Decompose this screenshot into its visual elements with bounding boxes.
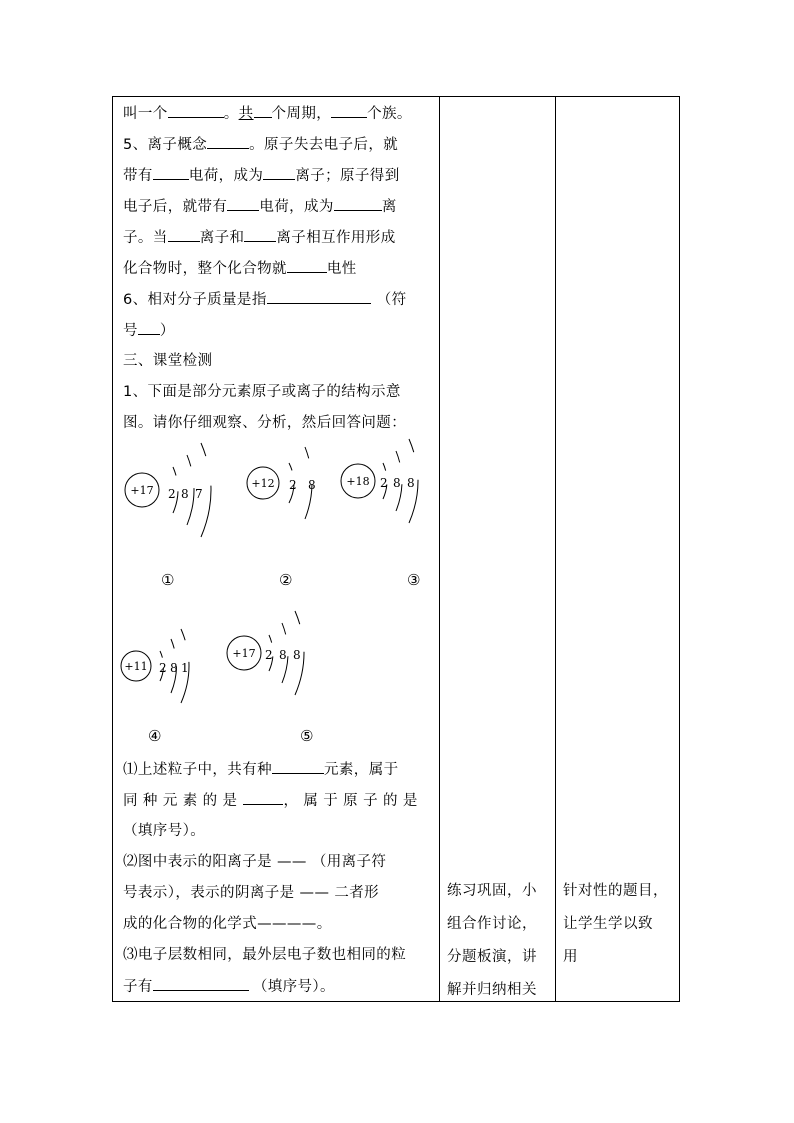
text: ） — [159, 323, 175, 339]
text-line — [123, 196, 397, 217]
column-divider — [555, 97, 556, 1001]
text-line — [123, 821, 205, 841]
text: 离子；原子得到 — [295, 168, 400, 184]
text-line — [123, 289, 407, 310]
text: 电子后，就带有 — [123, 199, 228, 215]
blank — [287, 258, 327, 273]
text: 号表示），表示的阴离子是 —— 二者形 — [123, 885, 380, 901]
nucleus-label: +12 — [251, 477, 275, 490]
atom-diagram-4 — [121, 621, 211, 705]
shell-count: 8 — [407, 476, 415, 490]
text: 1、下面是部分元素原子或离子的结构示意 — [123, 384, 401, 400]
text: 离子和 — [199, 230, 245, 246]
activity-column — [447, 875, 537, 1007]
nucleus-label: +11 — [124, 660, 148, 673]
intent-text: 用 — [563, 949, 578, 965]
diagram-label-1: ① — [161, 571, 175, 589]
text: 同 种 元 素 的 是 — [123, 793, 238, 809]
shell-count: 2 — [380, 476, 388, 490]
blank — [331, 103, 367, 118]
blank — [168, 103, 224, 118]
shell-count: 2 — [159, 661, 167, 675]
atom-diagram-2 — [247, 443, 327, 527]
text-line — [123, 759, 399, 780]
text-line — [123, 258, 357, 279]
text-line — [123, 227, 396, 248]
activity-text: 解并归纳相关 — [447, 982, 537, 998]
text-line — [123, 790, 418, 811]
atom-diagram-1 — [125, 443, 225, 537]
text-line — [123, 165, 400, 186]
intent-text: 让学生学以致 — [563, 916, 653, 932]
nucleus-label: +17 — [130, 484, 154, 497]
diagram-label-3: ③ — [407, 571, 421, 589]
blank — [244, 227, 276, 242]
text: 子。当 — [123, 230, 168, 246]
shell-count: 8 — [170, 661, 178, 675]
blank — [272, 759, 324, 774]
shell-count: 8 — [393, 476, 401, 490]
diagram-label-5: ⑤ — [300, 727, 314, 745]
shell-count: 8 — [293, 648, 301, 662]
intent-text: 针对性的题目， — [563, 883, 668, 899]
column-divider — [439, 97, 440, 1001]
activity-text: 分题板演，讲 — [447, 949, 537, 965]
diagram-label-2: ② — [279, 571, 293, 589]
text-line — [123, 883, 379, 903]
text: 叫一个 — [123, 106, 168, 122]
blank — [168, 227, 200, 242]
text: 三、课堂检测 — [123, 353, 213, 369]
shell-count: 2 — [265, 648, 273, 662]
text-line — [123, 945, 406, 965]
text: 。 — [223, 106, 239, 122]
text: 个周期， — [271, 106, 332, 122]
text: ， 属 于 原 子 的 是 — [283, 793, 418, 809]
shell-count: 7 — [195, 487, 203, 501]
text: 电荷，成为 — [188, 168, 264, 184]
text: 带有 — [123, 168, 153, 184]
shell-count: 2 — [168, 487, 176, 501]
text: 化合物时，整个化合物就 — [123, 261, 287, 277]
blank — [153, 976, 249, 991]
shell-count: 8 — [279, 648, 287, 662]
text-line — [123, 852, 386, 872]
shell-count: 8 — [181, 487, 189, 501]
text: ⑵图中表示的阳离子是 —— （用离子符 — [123, 854, 387, 870]
text-line — [123, 914, 332, 934]
shell-count: 2 — [289, 478, 297, 492]
text: 成的化合物的化学式————。 — [123, 916, 332, 932]
nucleus-label: +17 — [232, 647, 256, 660]
intent-column — [563, 875, 668, 974]
text-line — [123, 134, 398, 155]
text: 个族。 — [367, 106, 412, 122]
text: ⑶电子层数相同，最外层电子数也相同的粒 — [123, 947, 407, 963]
text: 电性 — [326, 261, 357, 277]
text: 号 — [123, 323, 138, 339]
text: 离 — [381, 199, 397, 215]
text-line — [123, 413, 406, 433]
text: （填序号）。 — [123, 823, 206, 839]
text: （填序号）。 — [252, 979, 335, 995]
text: 图。请你仔细观察、分析，然后回答问题： — [123, 415, 407, 431]
blank — [227, 196, 259, 211]
lesson-table — [112, 96, 680, 1002]
atom-diagram-5 — [227, 609, 317, 703]
activity-text: 组合作讨论， — [447, 916, 537, 932]
text-line — [123, 976, 335, 997]
shell-count: 8 — [308, 478, 316, 492]
atom-diagram-3 — [341, 437, 431, 531]
text: 子有 — [123, 979, 153, 995]
text-line — [123, 382, 401, 402]
nucleus-label: +18 — [346, 475, 370, 488]
text: 5、离子概念 — [123, 137, 208, 153]
text: ⑴上述粒子中，共有种 — [123, 762, 272, 778]
text-line — [123, 103, 412, 124]
blank — [243, 790, 283, 805]
text: 电荷，成为 — [259, 199, 334, 215]
blank — [254, 103, 272, 118]
blank — [153, 165, 189, 180]
text: 6、相对分子质量是指 — [123, 292, 267, 308]
blank — [207, 134, 249, 149]
text: 离子相互作用形成 — [276, 230, 396, 246]
section-heading — [123, 351, 212, 371]
activity-text: 练习巩固，小 — [447, 883, 537, 899]
blank — [138, 320, 160, 335]
blank — [267, 289, 371, 304]
blank — [263, 165, 295, 180]
text-line — [123, 320, 175, 341]
shell-count: 1 — [181, 661, 189, 675]
text: （符 — [376, 292, 407, 308]
text: 。原子失去电子后，就 — [249, 137, 399, 153]
blank — [334, 196, 382, 211]
text: 元素，属于 — [324, 762, 399, 778]
diagram-label-4: ④ — [148, 727, 162, 745]
text: 共 — [238, 106, 254, 122]
